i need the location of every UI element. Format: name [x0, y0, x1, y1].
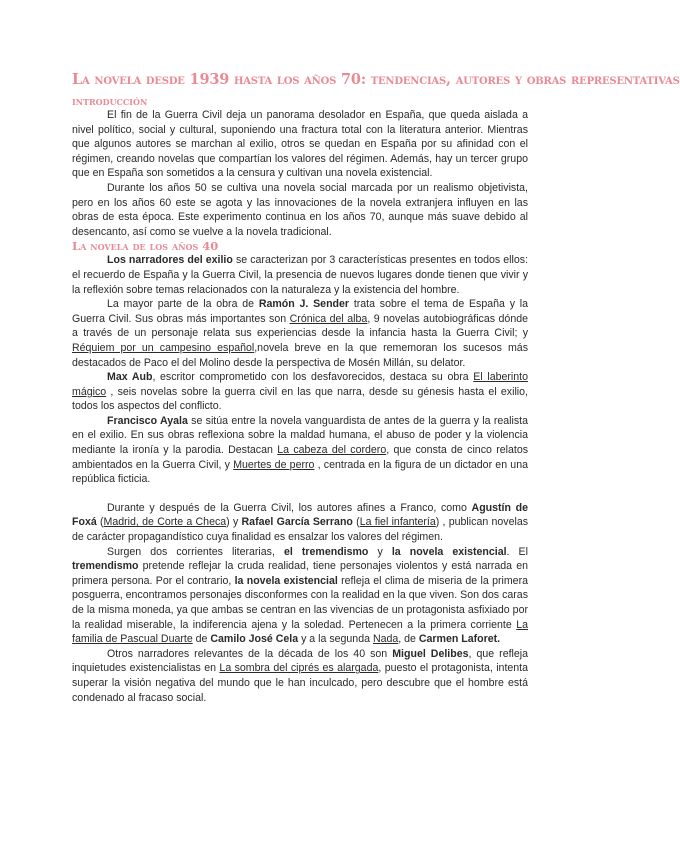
bold-term: tremendismo: [72, 560, 139, 573]
text-run: ) , publican novelas de carácter propagandístico cuya finalidad es ensalzar los valores del régimen.: [72, 516, 529, 544]
author-name: Camilo José Cela: [210, 633, 299, 646]
bold-term: Los narradores del exilio: [107, 254, 233, 267]
blank-line: [72, 487, 528, 501]
bold-term: el tremendismo: [283, 545, 369, 558]
work-title: Réquiem por un campesino español: [72, 341, 255, 354]
page-title: La novela desde 1939 hasta los años 70: tendencias, autores y obras representativas: [72, 71, 680, 88]
work-title: La sombra del ciprés es alargada: [219, 662, 379, 675]
ayala-paragraph: [72, 414, 528, 487]
work-title: Nada: [372, 633, 399, 646]
corrientes-paragraph: [72, 545, 528, 647]
text-run: La mayor parte de la obra de: [107, 298, 259, 311]
work-title: Madrid, de Corte a Checa: [103, 516, 227, 529]
text-run: Otros narradores relevantes de la década de los 40 son: [107, 647, 393, 660]
text-run: , seis novelas sobre la guerra civil en las que narra, desde su génesis hasta el exilio, todos los aspectos del conflicto.: [72, 385, 528, 413]
text-run: (: [352, 516, 360, 529]
text-run: se sitúa entre la novela vanguardista de antes de la guerra y la realista en el exilio. En sus obras reflexiona sobre la maldad humana, el abuso de poder y la violencia mediante la ironía y la parodia. Destacan: [72, 414, 528, 457]
text-run: pretende reflejar la cruda realidad, tiene personajes violentos y está narrada en primera persona. Por el contrario,: [72, 560, 528, 587]
text-run: y: [368, 545, 392, 558]
work-title: La familia de Pascual Duarte: [72, 618, 528, 646]
author-name: Rafael García Serrano: [241, 516, 353, 529]
text-run: , 9 novelas autobiográficas dónde a través de un personaje relata sus experiencias desde la infancia hasta la Guerra Civil; y: [72, 312, 528, 340]
text-run: , puesto el protagonista, intenta superar la visión negativa del mundo que le han inculcado, pero descubre que el hombre está condenado al fracaso social.: [72, 662, 529, 704]
bold-term: la novela existencial: [234, 574, 338, 587]
text-run: . El: [506, 545, 528, 558]
text-run: se caracterizan por 3 características presentes en todos ellos: el recuerdo de España y la Guerra Civil, la presencia de nuevos lugares donde tienen que vivir y la reflexión sobre temas relacionados con la naturaleza y la existencia del hombre.: [72, 254, 529, 296]
author-name: Carmen Laforet.: [418, 633, 501, 646]
work-title: Muertes de perro: [233, 458, 315, 471]
exilio-paragraph: [72, 253, 528, 297]
intro-heading: introducción: [72, 94, 148, 108]
work-title: La fiel infantería: [359, 516, 436, 529]
aub-paragraph: [72, 370, 528, 414]
franco-paragraph: [72, 501, 528, 545]
author-name: Francisco Ayala: [107, 414, 188, 427]
delibes-paragraph: [72, 647, 528, 705]
text-run: , escritor comprometido con los desfavorecidos, destaca su obra: [152, 371, 474, 384]
section-40-heading: La novela de los años 40: [72, 239, 219, 254]
text-run: (: [96, 516, 104, 529]
text-run: , que refleja inquietudes existencialistas en: [72, 647, 529, 675]
text-run: ,novela breve en la que rememoran los sucesos más destacados de Paco el del Molino desde la perspectiva de Mosén Millán, su delator.: [72, 341, 528, 369]
author-name: Max Aub: [107, 371, 153, 384]
work-title: La cabeza del cordero: [277, 444, 387, 457]
intro-paragraph-2: Durante los años 50 se cultiva una novela social marcada por un realismo objetivista, pero en los años 60 este se agota y las innovaciones de la novela extranjera influyen en las obras de esta época. Este experimento continua en los años 70, aunque más suave debido al desencanto, así como se vuelve a la novela tradicional.: [72, 181, 528, 238]
text-run: trata sobre el tema de España y la Guerra Civil. Sus obras más importantes son: [72, 298, 529, 325]
sender-paragraph: [72, 297, 528, 370]
text-run: de: [192, 633, 211, 646]
bold-term: la novela existencial: [391, 545, 507, 558]
author-name: Ramón J. Sender: [258, 298, 350, 311]
text-run: , de: [398, 633, 419, 646]
text-run: y a la segunda: [298, 633, 373, 646]
text-run: refleja el clima de miseria de la primera posguerra, encontramos personajes disconformes con la realidad en la que viven. Son dos caras de la misma moneda, ya que ambas se centran en las vivencias de un protagonista asfixiado por la realidad miserable, la indiferencia ajena y la soledad. Pertenecen a la primera corriente: [72, 574, 528, 631]
text-run: , que consta de cinco relatos ambientados en la Guerra Civil, y: [72, 444, 529, 471]
text-run: ) y: [226, 516, 242, 529]
work-title: Crónica del alba: [289, 312, 368, 325]
work-title: El laberinto mágico: [72, 371, 528, 398]
author-name: Miguel Delibes: [392, 647, 469, 660]
intro-paragraph-1: El fin de la Guerra Civil deja un panorama desolador en España, que queda aislada a nivel político, social y cultural, suponiendo una fractura total con la literatura anterior. Mientras que algunos autores se marchan al exilio, otros se quedan en España por su afinidad con el régimen, creando novelas que compartían los valores del régimen. Además, hay un tercer grupo que en España son sometidos a la censura y cultivan una novela existencial.: [72, 109, 528, 180]
document-page: [72, 70, 680, 705]
author-name: Agustín de Foxá: [72, 501, 529, 529]
text-run: , centrada en la figura de un dictador en una república ficticia.: [72, 458, 528, 486]
text-run: Surgen dos corrientes literarias,: [107, 545, 284, 558]
text-run: Durante y después de la Guerra Civil, los autores afines a Franco, como: [107, 501, 472, 514]
